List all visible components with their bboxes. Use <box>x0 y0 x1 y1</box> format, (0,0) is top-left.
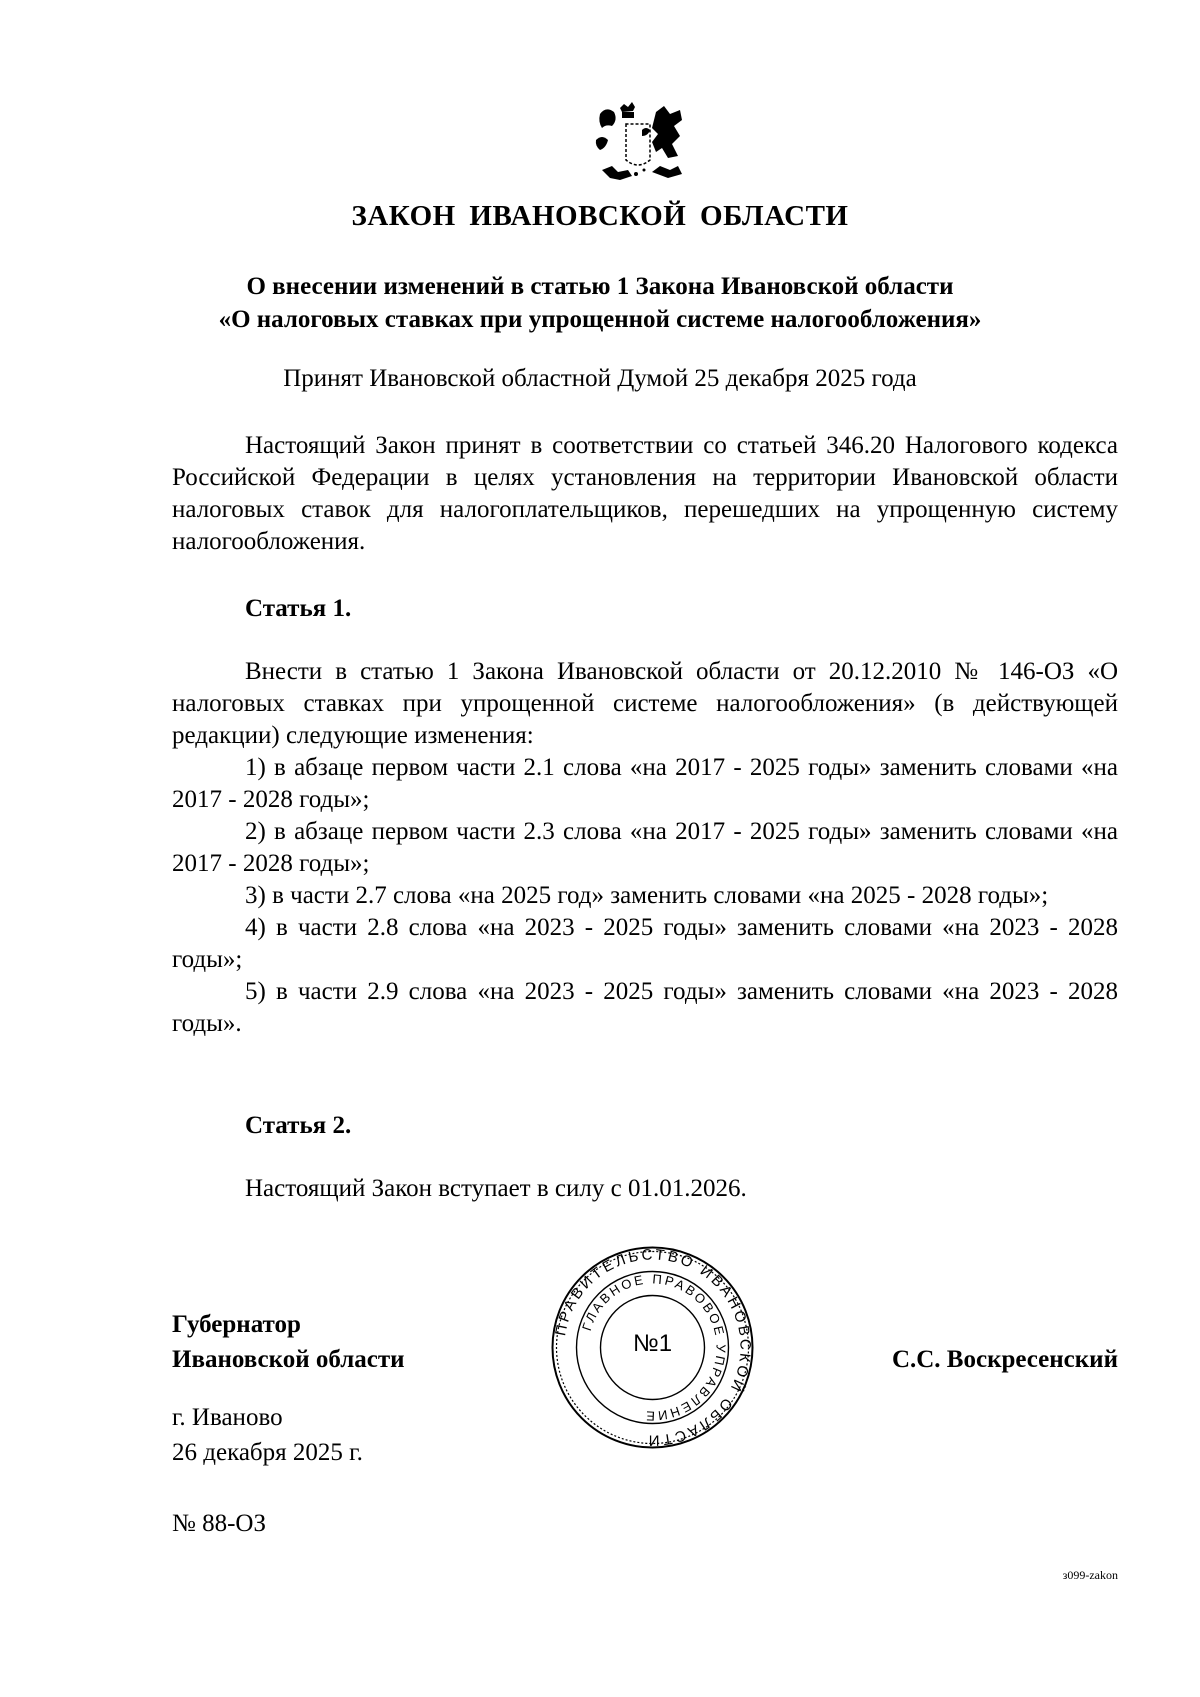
signing-date: 26 декабря 2025 г. <box>172 1439 363 1466</box>
law-number: № 88-ОЗ <box>172 1510 267 1537</box>
amendment-item: 2) в абзаце первом части 2.3 слова «на 2017 - 2025 годы» заменить словами «на 2017 - 2028 годы»; <box>172 818 1118 877</box>
coat-of-arms-icon <box>592 100 708 184</box>
article-1-heading: Статья 1. <box>245 595 352 622</box>
adoption-line: Принят Ивановской областной Думой 25 декабря 2025 года <box>283 365 917 392</box>
position-line: Ивановской области <box>172 1346 405 1373</box>
seal-outer-text: ПРАВИТЕЛЬСТВО ИВАНОВСКОЙ ОБЛАСТИ <box>552 1246 754 1449</box>
preamble-paragraph: Настоящий Закон принят в соответствии со статьей 346.20 Налогового кодекса Российской Федерации в целях установления на территории Ивановской области налоговых ставок для налогоплательщиков, перешедших на упрощенную систему налогообложения. <box>172 432 1118 555</box>
document-subtitle <box>120 270 1080 336</box>
place: г. Иваново <box>172 1404 283 1431</box>
subtitle-line: О внесении изменений в статью 1 Закона Ивановской области <box>246 273 954 300</box>
article-2-text: Настоящий Закон вступает в силу с 01.01.2026. <box>245 1175 747 1202</box>
article-1-intro: Внести в статью 1 Закона Ивановской области от 20.12.2010 № 146-ОЗ «О налоговых ставках при упрощенной системе налогообложения» (в действующей редакции) следующие изменения: <box>172 658 1118 749</box>
signatory-name: С.С. Воскресенский <box>891 1346 1118 1373</box>
subtitle-line: «О налоговых ставках при упрощенной системе налогообложения» <box>218 306 982 333</box>
document-title: ЗАКОН ИВАНОВСКОЙ ОБЛАСТИ <box>351 200 849 232</box>
seal-inner-text: ГЛАВНОЕ ПРАВОВОЕ УПРАВЛЕНИЕ <box>578 1271 729 1424</box>
seal-number: №1 <box>632 1330 673 1357</box>
signatory-position <box>172 1307 405 1377</box>
article-2-heading: Статья 2. <box>245 1112 352 1139</box>
place-and-date <box>172 1400 363 1470</box>
position-line: Губернатор <box>172 1311 301 1338</box>
amendment-item: 5) в части 2.9 слова «на 2023 - 2025 годы» заменить словами «на 2023 - 2028 годы». <box>172 978 1118 1037</box>
amendment-item: 1) в абзаце первом части 2.1 слова «на 2017 - 2025 годы» заменить словами «на 2017 - 2028 годы»; <box>172 754 1118 813</box>
document-code: з099-zakon <box>1062 1568 1118 1582</box>
amendment-item: 4) в части 2.8 слова «на 2023 - 2025 годы» заменить словами «на 2023 - 2028 годы»; <box>172 914 1118 973</box>
article-1-body <box>172 656 1118 1040</box>
amendment-item: 3) в части 2.7 слова «на 2025 год» заменить словами «на 2025 - 2028 годы»; <box>245 882 1049 909</box>
